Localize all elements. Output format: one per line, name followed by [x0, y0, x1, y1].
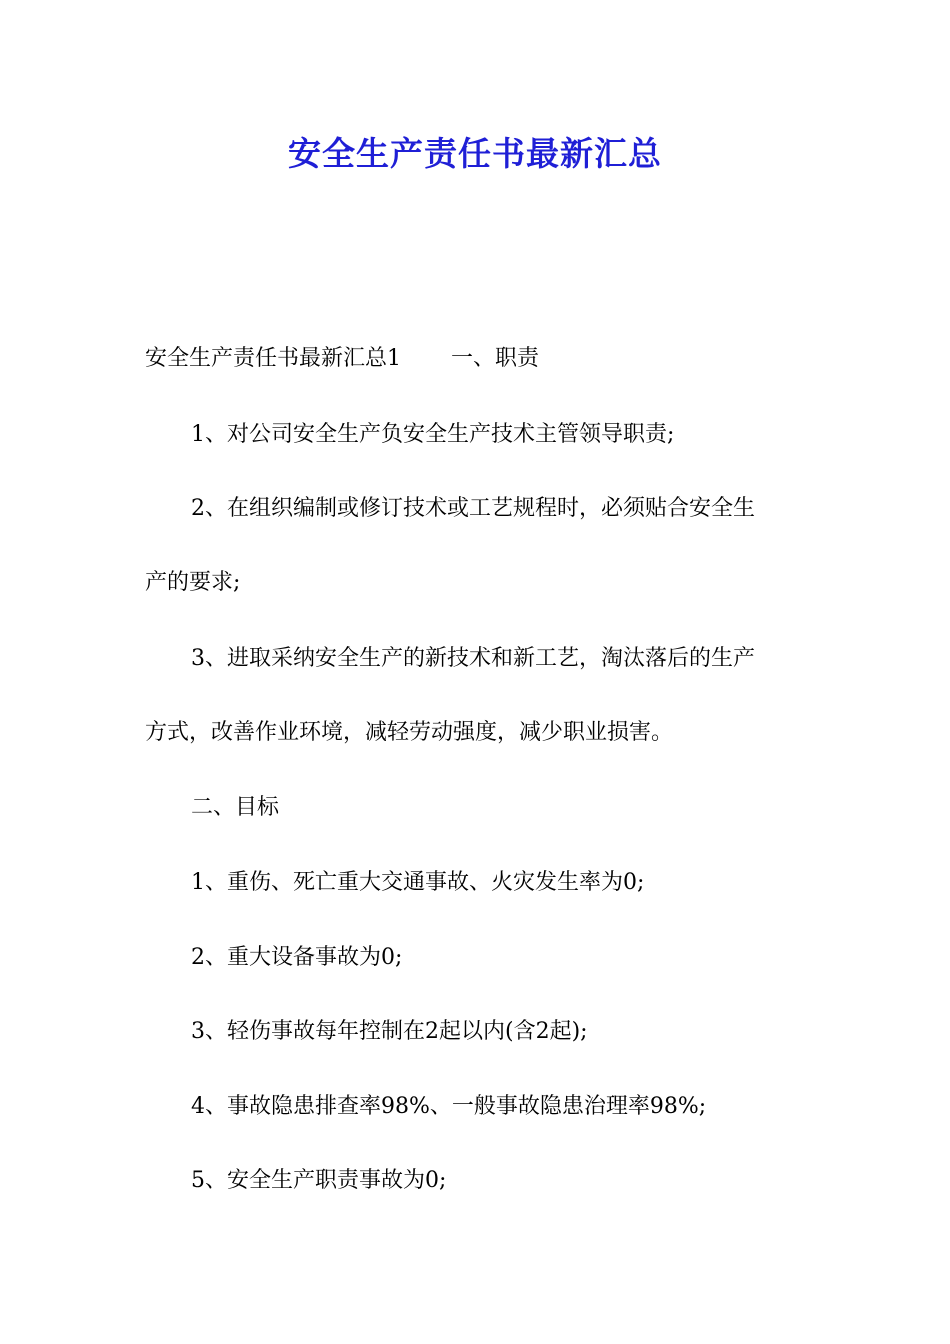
section1-heading: 一、职责 — [451, 346, 540, 371]
duty-item-1: 1、对公司安全生产负安全生产技术主管领导职责; — [191, 422, 675, 447]
goal-item-1: 1、重伤、死亡重大交通事故、火灾发生率为0; — [191, 870, 645, 895]
section2-heading: 二、目标 — [191, 795, 280, 820]
goal-item-2: 2、重大设备事故为0; — [191, 945, 403, 970]
duty-item-3: 3、进取采纳安全生产的新技术和新工艺，淘汰落后的生产 — [191, 646, 755, 671]
duty-item-3-continued: 方式，改善作业环境，减轻劳动强度，减少职业损害。 — [145, 720, 674, 745]
goal-item-5: 5、安全生产职责事故为0; — [191, 1168, 447, 1193]
document-title: 安全生产责任书最新汇总 — [288, 134, 662, 173]
duty-item-2-continued: 产的要求; — [145, 570, 241, 595]
subtitle-line — [145, 344, 539, 374]
goal-item-4: 4、事故隐患排查率98%、一般事故隐患治理率98%; — [191, 1094, 707, 1119]
goal-item-3: 3、轻伤事故每年控制在2起以内(含2起); — [191, 1019, 588, 1044]
document-subtitle: 安全生产责任书最新汇总1 — [145, 346, 401, 371]
duty-item-2: 2、在组织编制或修订技术或工艺规程时，必须贴合安全生 — [191, 496, 755, 521]
